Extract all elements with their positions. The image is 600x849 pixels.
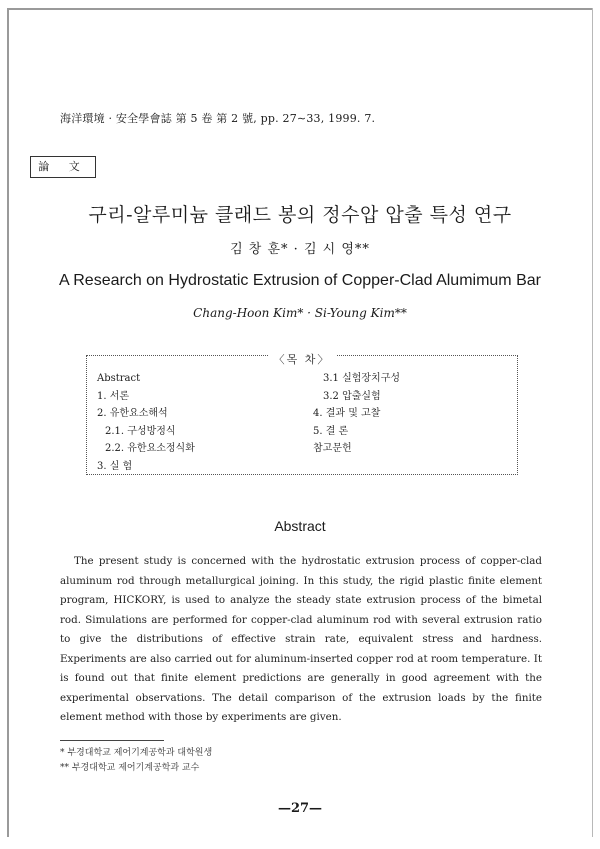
toc-item[interactable]: 참고문헌 xyxy=(313,443,352,454)
english-authors: Chang-Hoon Kim* · Si-Young Kim** xyxy=(193,306,407,320)
toc-item[interactable]: 3.2 압출실험 xyxy=(323,390,381,402)
korean-title: 구리-알루미늄 클래드 봉의 정수압 압출 특성 연구 xyxy=(88,204,512,226)
toc-item[interactable]: 4. 결과 및 고찰 xyxy=(313,408,381,419)
footnote-divider xyxy=(60,740,164,741)
footnotes xyxy=(60,746,212,776)
toc-item[interactable]: 1. 서론 xyxy=(97,390,130,402)
toc-item[interactable]: 2. 유한요소해석 xyxy=(97,408,168,419)
page-edge-top xyxy=(7,8,593,10)
toc-item[interactable]: 2.1. 구성방정식 xyxy=(105,425,176,437)
toc-right-column xyxy=(313,370,400,458)
footnote-2: ** 부경대학교 제어기계공학과 교수 xyxy=(60,763,200,773)
journal-citation: 海洋環境 · 安全學會誌 第 5 卷 第 2 號, pp. 27∼33, 1999. 7. xyxy=(60,112,376,125)
toc-item[interactable]: 2.2. 유한요소정식화 xyxy=(105,443,195,454)
abstract-body: The present study is concerned with the hydrostatic extrusion process of copper-clad aluminum rod through metallurgical joining. In this study, the rigid plastic finite element program, HICKORY, is used to analyze the steady state extrusion process of the bimetal rod. Simulations are performed for copper-clad aluminum rod with several extrusion ratio to give the distributions of effective strain rate, equivalent stress and hardness. Experiments are also carried out for aluminum-inserted copper rod at room temperature. It is found out that finite element predictions are generally in good agreement with the experimental observations. The detail comparison of the extrusion loads by the finite element method with those by experiments are given. xyxy=(60,555,542,723)
toc-item[interactable]: 3.1 실험장치구성 xyxy=(323,373,401,384)
toc-item[interactable]: Abstract xyxy=(97,373,141,384)
footnote-1: * 부경대학교 제어기계공학과 대학원생 xyxy=(60,748,213,758)
korean-authors: 김 창 훈* · 김 시 영** xyxy=(230,242,370,257)
toc-item[interactable]: 5. 결 론 xyxy=(313,425,349,437)
page-edge-left xyxy=(7,8,9,837)
abstract-heading: Abstract xyxy=(274,518,326,534)
toc-item[interactable]: 3. 실 험 xyxy=(97,460,133,472)
toc-left-column xyxy=(97,370,195,475)
page-number: —27— xyxy=(277,801,323,816)
table-of-contents xyxy=(86,355,518,475)
section-tag: 論 文 xyxy=(30,156,96,178)
page-edge-right xyxy=(592,8,593,837)
english-title: A Research on Hydrostatic Extrusion of Copper-Clad Alumimum Bar xyxy=(59,272,541,289)
toc-heading: 〈목 차〉 xyxy=(87,348,517,367)
